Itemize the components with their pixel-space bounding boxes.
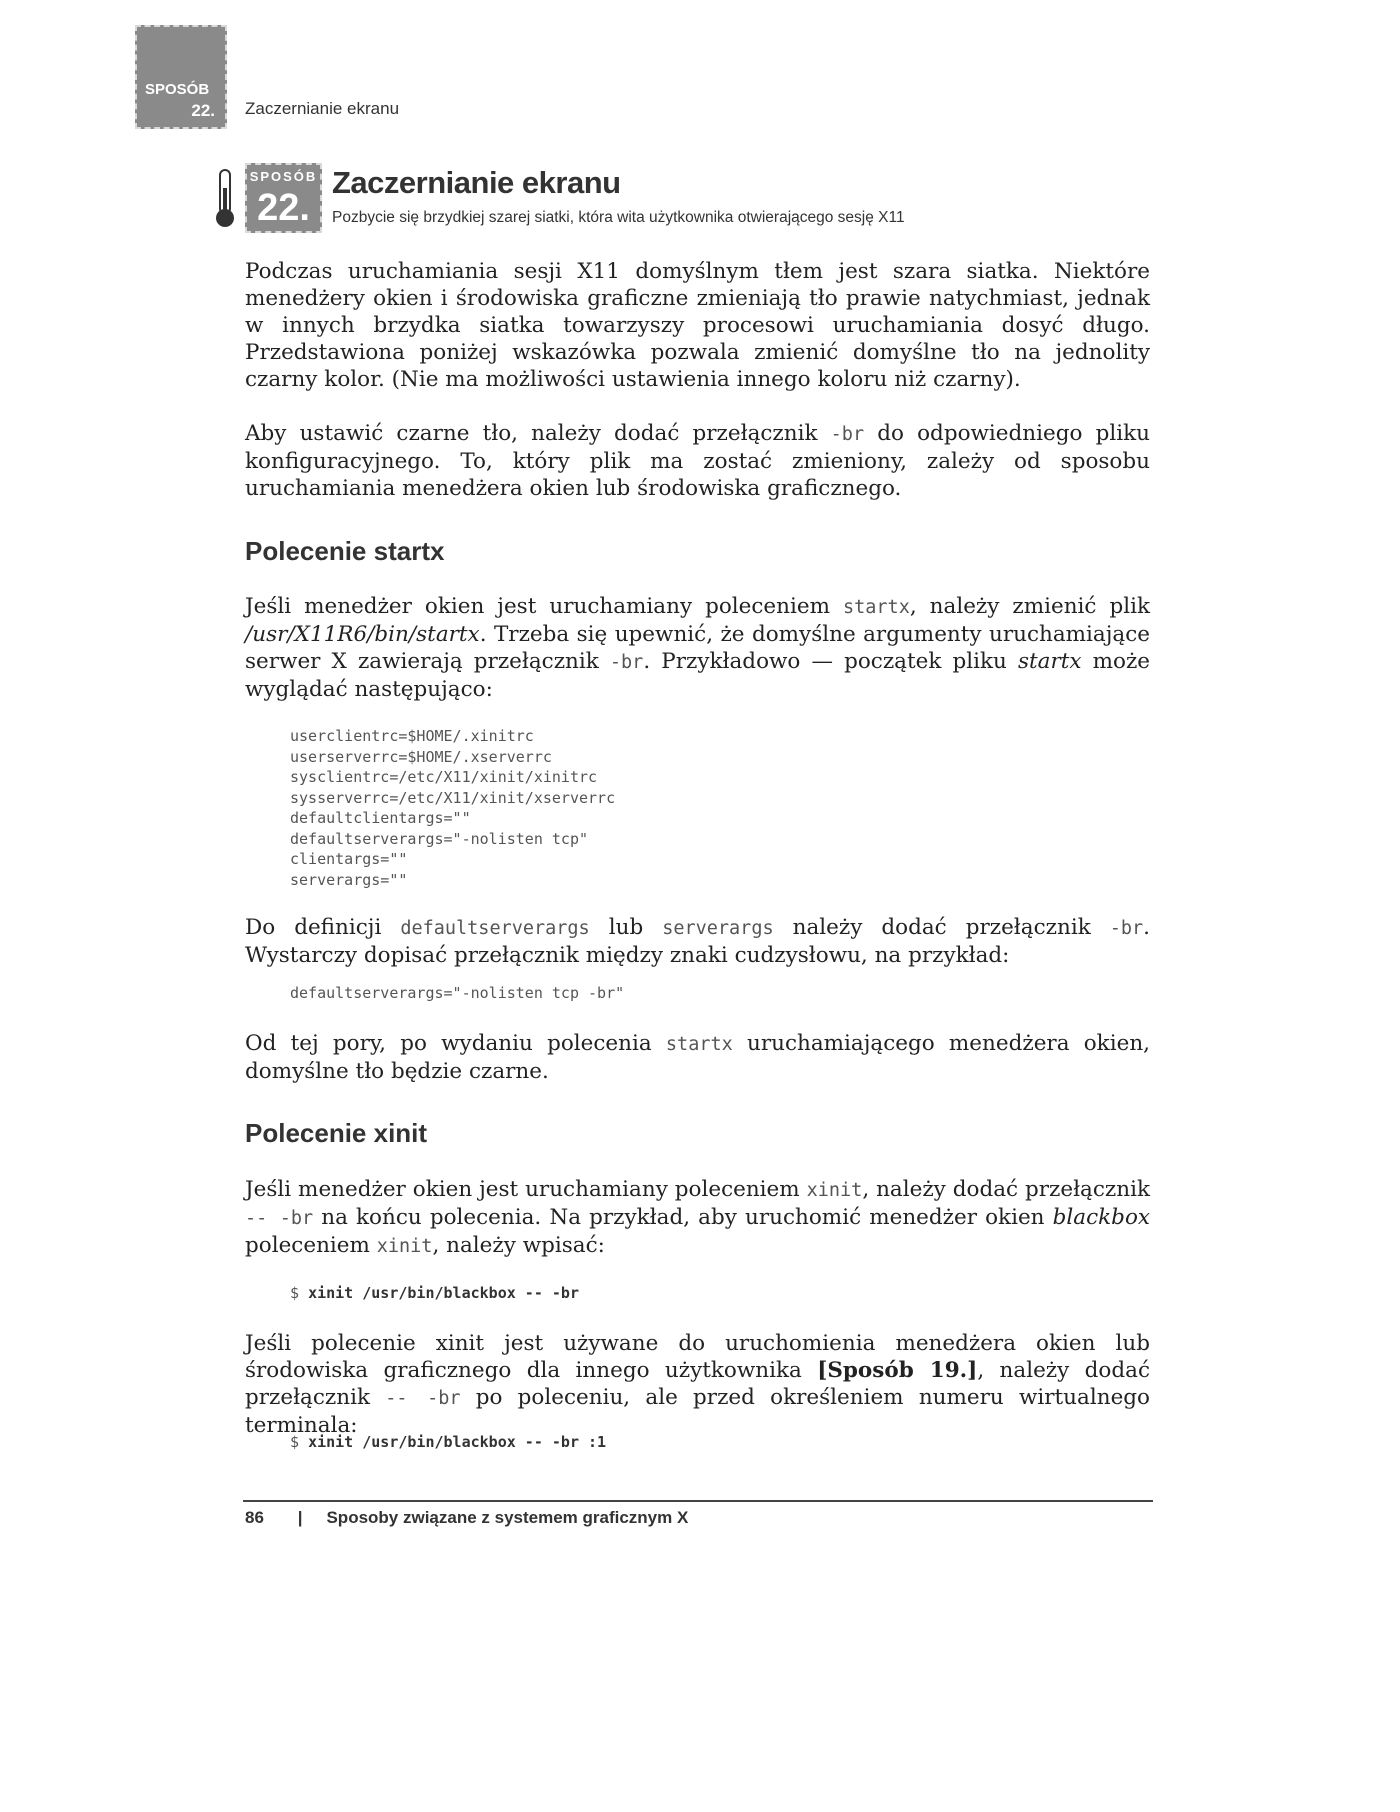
- text-run: . Trzeba się upewnić, że domyślne argumenty uruchamiające serwer X zawierają przełącznik: [245, 622, 1150, 674]
- inline-code: -br: [609, 652, 644, 673]
- code-line: userclientrc=$HOME/.xinitrc: [290, 727, 534, 745]
- running-header-badge: [135, 25, 227, 129]
- page-number: 86: [245, 1508, 264, 1527]
- running-header-badge-number: 22.: [191, 101, 215, 120]
- xinit-command-1: [290, 1284, 579, 1302]
- text-run: może wyglądać następująco:: [245, 649, 1151, 702]
- file-name: startx: [1017, 649, 1082, 674]
- inline-code: -- -br: [385, 1388, 461, 1409]
- running-header-badge-label: SPOSÓB: [145, 81, 210, 98]
- inline-code: serverargs: [662, 918, 774, 939]
- text-run: , należy dodać przełącznik: [862, 1177, 1150, 1202]
- inline-code: xinit: [376, 1236, 433, 1257]
- shell-prompt: $: [290, 1433, 309, 1451]
- intro-paragraph-block: [245, 258, 1150, 393]
- inline-code: -br: [830, 424, 865, 445]
- startx-paragraph: [245, 593, 1150, 703]
- text-run: . Przykładowo — początek pliku: [643, 649, 1018, 674]
- text-run: Jeśli menedżer okien jest uruchamiany poleceniem: [245, 594, 843, 619]
- text-run: po poleceniu, ale przed określeniem numeru wirtualnego terminala:: [245, 1385, 1150, 1438]
- startx-result-paragraph-block: [245, 1030, 1150, 1085]
- xinit-paragraph-block: [245, 1176, 1150, 1260]
- inline-code: startx: [665, 1034, 733, 1055]
- hack-subtitle: Pozbycie się brzydkiej szarej siatki, która wita użytkownika otwierającego sesję X11: [332, 209, 905, 226]
- file-path: /usr/X11R6/bin/startx: [245, 622, 480, 647]
- xinit-other-user-paragraph: [245, 1330, 1150, 1439]
- shell-command: xinit /usr/bin/blackbox -- -br: [308, 1284, 579, 1302]
- code-line: clientargs="": [290, 850, 408, 868]
- hack-badge-number: 22.: [257, 187, 310, 229]
- hack-badge-label: SPOSÓB: [249, 169, 318, 184]
- text-run: Jeśli polecenie xinit jest używane do uruchomienia menedżera okien lub środowiska graficznego dla innego użytkownika: [245, 1331, 1150, 1383]
- hack-badge: [245, 163, 322, 233]
- footer-separator: |: [297, 1508, 303, 1527]
- text-run: , należy zmienić plik: [909, 594, 1150, 619]
- code-line: sysclientrc=/etc/X11/xinit/xinitrc: [290, 768, 598, 786]
- hack-title: Zaczernianie ekranu: [332, 165, 621, 200]
- section-heading-startx: Polecenie startx: [245, 536, 445, 566]
- text-run: . Wystarczy dopisać przełącznik między znaki cudzysłowu, na przykład:: [245, 915, 1150, 968]
- code-line: serverargs="": [290, 870, 408, 889]
- text-run: Od tej pory, po wydaniu polecenia: [245, 1031, 666, 1056]
- xinit-other-user-paragraph-block: [245, 1330, 1150, 1439]
- code-line: sysserverrc=/etc/X11/xinit/xserverrc: [290, 788, 616, 807]
- intro-paragraph: Podczas uruchamiania sesji X11 domyślnym tłem jest szara siatka. Niektóre menedżery okien i środowiska graficzne zmieniają tło prawie natychmiast, jednak w innych brzydka siatka towarzyszy procesowi uruchamiania dosyć długo. Przedstawiona poniżej wskazówka pozwala zmienić domyślne tło na jednolity czarny kolor. (Nie ma możliwości ustawienia innego koloru niż czarny).: [245, 259, 1150, 392]
- code-line: defaultserverargs="-nolisten tcp": [290, 829, 589, 848]
- inline-code: xinit: [806, 1180, 863, 1201]
- startx-code-block: [290, 726, 615, 890]
- page-footer: [245, 1508, 688, 1528]
- inline-code: -br: [1109, 918, 1144, 939]
- chapter-title: Sposoby związane z systemem graficznym X: [326, 1508, 689, 1527]
- text-run: Do definicji: [245, 915, 401, 940]
- serverargs-paragraph-block: [245, 914, 1150, 969]
- window-manager-name: blackbox: [1052, 1205, 1151, 1230]
- text-run: uruchamiającego menedżera okien, domyślne tło będzie czarne.: [245, 1031, 1150, 1084]
- inline-code: -- -br: [245, 1208, 314, 1229]
- xinit-command-2: [290, 1433, 606, 1451]
- cross-reference: [Sposób 19.]: [817, 1358, 978, 1383]
- paragraph-2: [245, 420, 1150, 502]
- text-run: , należy dodać przełącznik: [245, 1358, 1150, 1410]
- serverargs-paragraph: [245, 914, 1150, 969]
- section-heading-xinit: Polecenie xinit: [245, 1118, 428, 1148]
- text-run: lub: [589, 915, 663, 940]
- text-run: do odpowiedniego pliku konfiguracyjnego. To, który plik ma zostać zmieniony, zależy od sposobu uruchamiania menedżera okien lub środowiska graficznego.: [245, 421, 1150, 501]
- text-run: na końcu polecenia. Na przykład, aby uruchomić menedżer okien: [313, 1205, 1053, 1230]
- inline-code: defaultserverargs: [400, 918, 590, 939]
- code-line: defaultclientargs="": [290, 809, 471, 827]
- xinit-paragraph: [245, 1176, 1150, 1260]
- shell-command: xinit /usr/bin/blackbox -- -br :1: [308, 1433, 607, 1451]
- paragraph-2-block: [245, 420, 1150, 502]
- startx-result-paragraph: [245, 1030, 1150, 1085]
- thermometer-icon: [213, 168, 237, 228]
- inline-code: startx: [843, 597, 910, 618]
- shell-prompt: $: [290, 1284, 309, 1302]
- text-run: Jeśli menedżer okien jest uruchamiany poleceniem: [245, 1177, 807, 1202]
- text-run: należy dodać przełącznik: [773, 915, 1110, 940]
- startx-paragraph-block: [245, 593, 1150, 703]
- footer-rule: [243, 1500, 1153, 1502]
- text-run: Aby ustawić czarne tło, należy dodać przełącznik: [245, 421, 831, 446]
- running-header-title: Zaczernianie ekranu: [245, 99, 400, 118]
- code-line: userserverrc=$HOME/.xserverrc: [290, 747, 552, 766]
- serverargs-code-example: defaultserverargs="-nolisten tcp -br": [290, 984, 625, 1002]
- text-run: poleceniem: [245, 1233, 377, 1258]
- text-run: , należy wpisać:: [432, 1233, 605, 1258]
